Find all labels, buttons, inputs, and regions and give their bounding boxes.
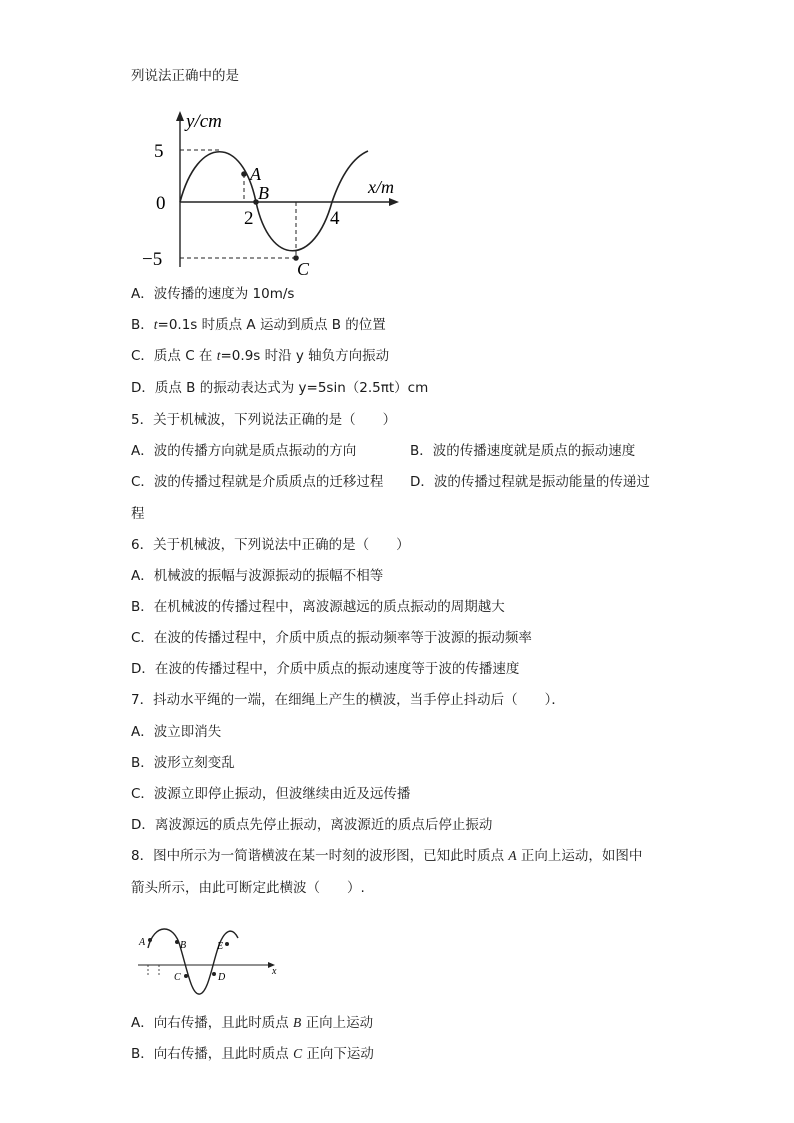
small-x-label: x: [272, 966, 277, 977]
q7-option-b: B．波形立刻变乱: [131, 755, 235, 771]
small-point-d: [212, 972, 216, 976]
q6-option-d: D．在波的传播过程中，介质中质点的振动速度等于波的传播速度: [131, 661, 520, 677]
tick-5: 5: [154, 141, 164, 162]
q4-option-a: A．波传播的速度为 10m/s: [131, 286, 295, 302]
q5-stem: 5．关于机械波，下列说法正确的是（ ）: [131, 412, 397, 428]
q4-option-b: B．t=0.1s 时质点 A 运动到质点 B 的位置: [131, 317, 386, 333]
intro-text: 列说法正确中的是: [131, 68, 239, 84]
wave-curve: [180, 151, 368, 251]
small-label-c: C: [174, 972, 181, 983]
q5-option-c: C．波的传播过程就是介质质点的迁移过程: [131, 474, 384, 490]
small-label-d: D: [218, 972, 226, 983]
q6-option-c: C．在波的传播过程中，介质中质点的振动频率等于波源的振动频率: [131, 630, 532, 646]
small-point-e: [225, 942, 229, 946]
q5-option-d: D．波的传播过程就是振动能量的传递过: [410, 474, 650, 490]
small-wave-curve: [148, 929, 238, 994]
q6-stem: 6．关于机械波，下列说法中正确的是（ ）: [131, 537, 410, 553]
q8-stem-line1: 8．图中所示为一简谐横波在某一时刻的波形图，已知此时质点 A 正向上运动，如图中: [131, 848, 643, 864]
q8-option-a: A．向右传播，且此时质点 B 正向上运动: [131, 1015, 374, 1031]
small-label-b: B: [180, 940, 187, 951]
small-point-a: [148, 938, 152, 942]
q5-option-b: B．波的传播速度就是质点的振动速度: [410, 443, 636, 459]
q5-option-d-continued: 程: [131, 506, 145, 522]
q5-option-a: A．波的传播方向就是质点振动的方向: [131, 443, 357, 459]
q8-option-b: B．向右传播，且此时质点 C 正向下运动: [131, 1046, 374, 1062]
x-axis-label: x/m: [368, 177, 394, 197]
point-c-label: C: [297, 259, 310, 279]
q7-option-c: C．波源立即停止振动，但波继续由近及远传播: [131, 786, 411, 802]
tick-neg5: −5: [142, 249, 163, 270]
q4-option-c: C．质点 C 在 t=0.9s 时沿 y 轴负方向振动: [131, 348, 390, 364]
q4-option-d: D．质点 B 的振动表达式为 y=5sin（2.5πt）cm: [131, 380, 429, 396]
tick-4: 4: [330, 208, 340, 229]
point-a-label: A: [250, 164, 261, 184]
small-point-c: [184, 974, 188, 978]
small-label-e: E: [217, 941, 224, 952]
small-point-b: [175, 940, 179, 944]
y-axis-label: y/cm: [186, 111, 222, 132]
q7-option-a: A．波立即消失: [131, 724, 222, 740]
small-label-a: A: [139, 937, 146, 948]
q6-option-a: A．机械波的振幅与波源振动的振幅不相等: [131, 568, 384, 584]
wave-figure-1: [140, 105, 400, 280]
point-b-label: B: [258, 183, 269, 203]
point-a-dot: [241, 171, 247, 177]
tick-2: 2: [244, 208, 254, 229]
wave-figure-2: [134, 918, 284, 998]
q8-stem-line2: 箭头所示，由此可断定此横波（ ）.: [131, 880, 365, 896]
q7-option-d: D．离波源远的质点先停止振动，离波源近的质点后停止振动: [131, 817, 493, 833]
q6-option-b: B．在机械波的传播过程中，离波源越远的质点振动的周期越大: [131, 599, 505, 615]
q7-stem: 7．抖动水平绳的一端，在细绳上产生的横波，当手停止抖动后（ ）．: [131, 692, 565, 708]
tick-0: 0: [156, 193, 166, 214]
